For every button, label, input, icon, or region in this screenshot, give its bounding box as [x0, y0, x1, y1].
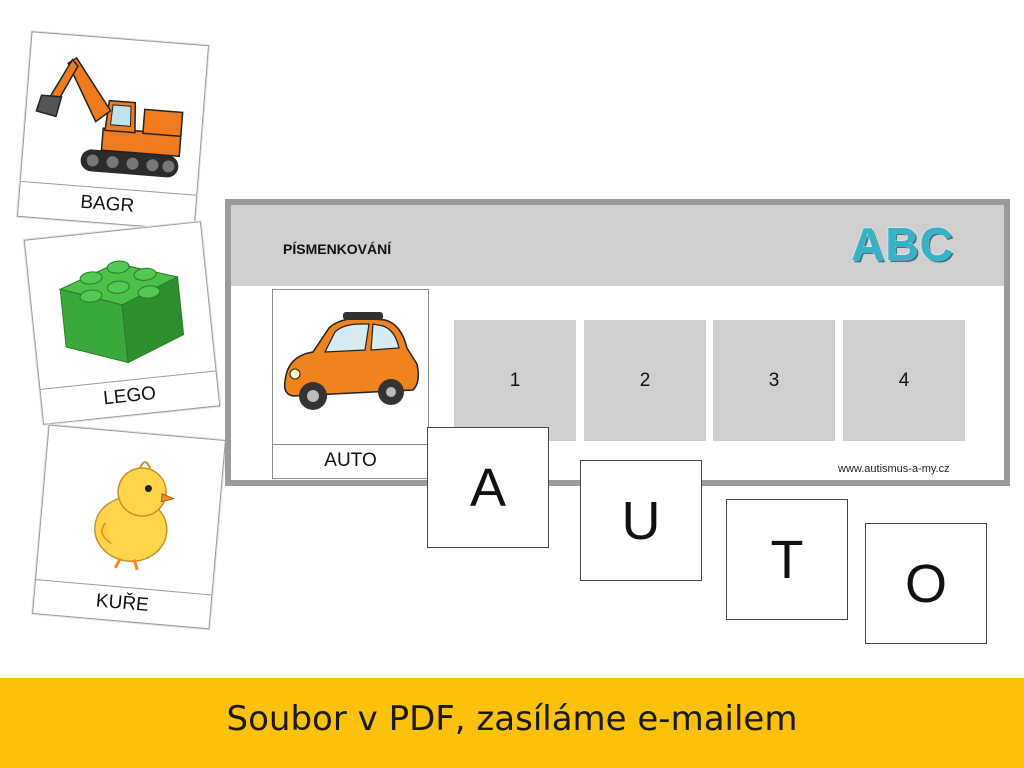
- letter-tile-t[interactable]: T: [726, 499, 848, 620]
- picture-card-auto: [272, 289, 429, 479]
- website-url: www.autismus-a-my.cz: [838, 463, 950, 475]
- chick-picture: [36, 426, 225, 596]
- card-label: BAGR: [79, 191, 135, 217]
- letter-tile-a[interactable]: A: [427, 427, 549, 548]
- letter-slot-3[interactable]: 3: [713, 320, 835, 441]
- worksheet-title: PÍSMENKOVÁNÍ: [283, 241, 392, 257]
- letter-slot-4[interactable]: 4: [843, 320, 965, 441]
- worksheet-header: [231, 205, 1004, 286]
- letter-slot-2[interactable]: 2: [584, 320, 706, 441]
- picture-card-bagr[interactable]: [17, 31, 209, 230]
- excavator-picture: [21, 32, 208, 195]
- letter-tile-o[interactable]: O: [865, 523, 987, 644]
- picture-label: AUTO: [324, 450, 377, 471]
- car-icon: [273, 290, 428, 445]
- letter-slot-1[interactable]: 1: [454, 320, 576, 441]
- lego-picture: [25, 222, 216, 390]
- chick-icon: [36, 426, 225, 596]
- card-label: KUŘE: [95, 590, 150, 616]
- promo-banner: Soubor v PDF, zasíláme e-mailem: [0, 678, 1024, 768]
- letter-tile-u[interactable]: U: [580, 460, 702, 581]
- spelling-worksheet: [225, 199, 1010, 486]
- card-label: LEGO: [102, 382, 158, 410]
- excavator-icon: [21, 32, 208, 195]
- picture-card-kure[interactable]: [32, 425, 226, 630]
- picture-card-lego[interactable]: [24, 221, 220, 425]
- abc-logo: ABC: [851, 218, 954, 270]
- car-picture: [273, 290, 428, 445]
- lego-brick-icon: [25, 222, 216, 390]
